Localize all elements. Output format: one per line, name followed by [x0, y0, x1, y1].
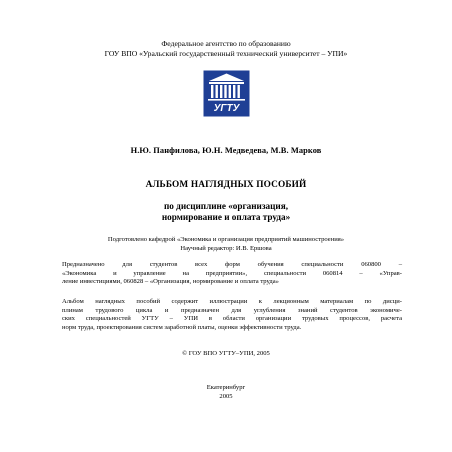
abstract-line: Альбом наглядных пособий содержит иллюстрации к лекционным материалам по дисци- [62, 298, 402, 305]
city: Екатеринбург [206, 384, 246, 391]
scientific-editor: Научный редактор: И.В. Ершова [180, 245, 272, 252]
abstract-line: норм труда, проектирования систем заработной платы, оценки эффективности труда. [62, 323, 302, 331]
university-logo [203, 70, 250, 117]
audience-line: ление инвестициями, 060828 – «Организация, нормирование и оплата труда» [62, 278, 279, 286]
year: 2005 [219, 393, 233, 400]
header-agency: Федеральное агентство по образованию [161, 39, 291, 48]
audience-paragraph [62, 261, 402, 287]
abstract-line: ских специальностей УГТУ – УПИ в области организации трудовых процессов, расчета [62, 315, 402, 323]
subtitle-line2: нормирование и оплата труда» [161, 212, 291, 222]
logo-text: УГТУ [213, 103, 240, 114]
audience-line: «Экономика и управление на предприятии», специальности 060814 – «Управ- [62, 269, 402, 277]
audience-line: Предназначено для студентов всех форм обучения специальности 060800 – [62, 261, 402, 268]
abstract-paragraph [62, 298, 402, 332]
prepared-by: Подготовлено кафедрой «Экономика и организация предприятий машиностроения» [107, 236, 345, 243]
document-title: АЛЬБОМ НАГЛЯДНЫХ ПОСОБИЙ [145, 180, 307, 190]
university-logo-icon [203, 70, 250, 117]
subtitle-line1: по дисциплине «организация, [164, 201, 288, 211]
authors: Н.Ю. Панфилова, Ю.Н. Медведева, М.В. Марков [130, 146, 322, 155]
header-university: ГОУ ВПО «Уральский государственный технический университет – УПИ» [104, 49, 348, 58]
copyright: © ГОУ ВПО УГТУ–УПИ, 2005 [182, 350, 270, 357]
abstract-line: плинам трудового цикла и предназначен для углубления знаний студентов экономиче- [62, 306, 402, 314]
